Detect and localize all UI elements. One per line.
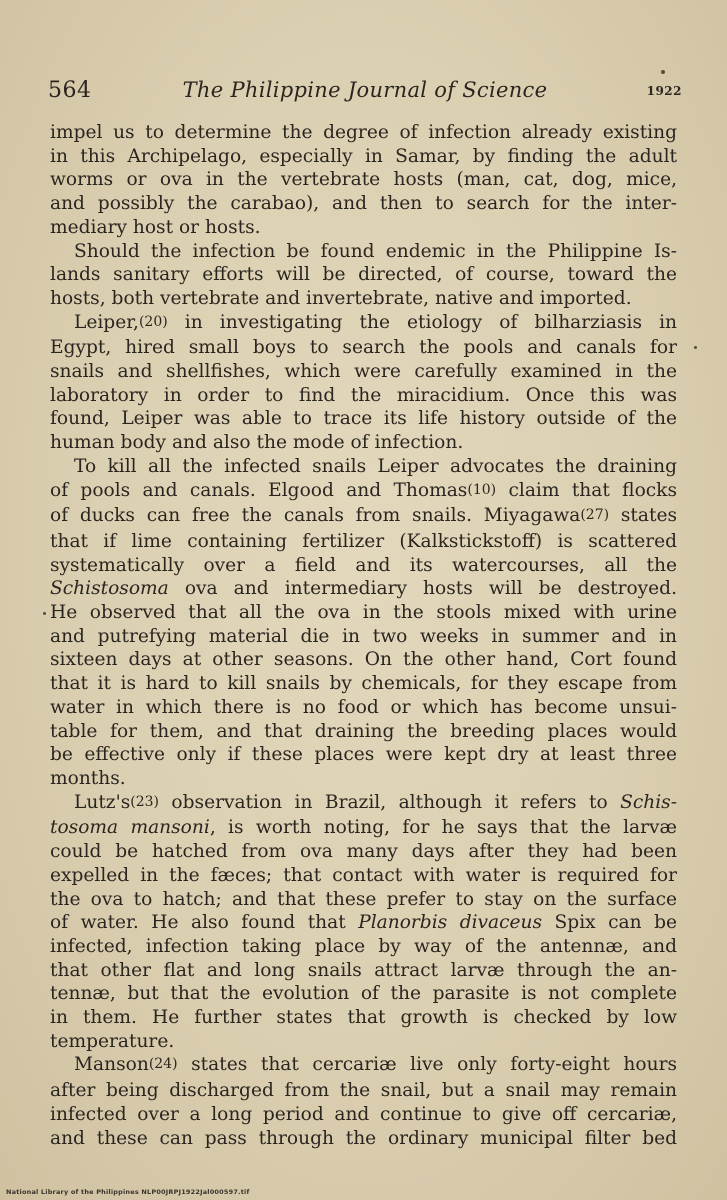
publication-year: 1922 [646,84,682,98]
text-line: that if lime containing fertilizer (Kalkstickstoff) is scattered [50,530,677,552]
text-line: systematically over a field and its watercourses, all the [50,554,677,576]
text-line: Should the infection be found endemic in the Philippine Is- [74,240,677,262]
text-line: temperature. [50,1030,175,1052]
paragraph [50,121,677,240]
text-line: tosoma mansoni, is worth noting, for he says that the larvæ [50,817,677,839]
text-line: infected over a long period and continue to give off cercariæ, [50,1103,677,1125]
running-title: The Philippine Journal of Science [182,78,548,102]
page-header [48,78,682,108]
text-line: Leiper,(20) in investigating the etiology of bilharziasis in [74,311,677,333]
text-line: of pools and canals. Elgood and Thomas(10) claim that flocks [50,479,677,501]
text-line: months. [50,767,126,789]
text-line: Manson(24) states that cercariæ live only forty-eight hours [74,1054,677,1076]
text-line: Lutz's(23) observation in Brazil, although it refers to Schis- [74,791,677,813]
text-line: found, Leiper was able to trace its life history outside of the [50,408,677,430]
paragraph [50,311,677,455]
text-line: that other flat and long snails attract larvæ through the an- [50,959,677,981]
text-line: in them. He further states that growth is checked by low [50,1007,677,1029]
text-line: sixteen days at other seasons. On the other hand, Cort found [50,649,677,671]
text-line: and possibly the carabao), and then to search for the inter- [50,193,677,215]
text-line: infected, infection taking place by way of the antennæ, and [50,935,677,957]
paragraph [50,1053,677,1150]
text-line: of water. He also found that Planorbis divaceus Spix can be [50,912,677,934]
text-line: could be hatched from ova many days after they had been [50,841,677,863]
ink-speck-mark [43,612,46,615]
text-line: hosts, both vertebrate and invertebrate, native and imported. [50,287,632,309]
text-line: of ducks can free the canals from snails. Miyagawa(27) states [50,505,677,527]
text-line: Schistosoma ova and intermediary hosts will be destroyed. [50,578,677,600]
text-line: water in which there is no food or which has become unsui- [50,696,677,718]
paragraph [50,455,677,791]
text-line: and putrefying material die in two weeks in summer and in [50,625,677,647]
text-line: To kill all the infected snails Leiper advocates the draining [74,455,677,477]
text-line: lands sanitary efforts will be directed, of course, toward the [50,264,677,286]
text-line: be effective only if these places were kept dry at least three [50,744,677,766]
article-body [50,121,677,1150]
text-line: expelled in the fæces; that contact with water is required for [50,864,677,886]
ink-speck-mark [661,70,665,74]
paragraph [50,240,677,311]
paragraph [50,791,677,1054]
text-line: table for them, and that draining the breeding places would [50,720,677,742]
text-line: impel us to determine the degree of infection already existing [50,122,677,143]
text-line: after being discharged from the snail, but a snail may remain [50,1080,677,1102]
text-line: mediary host or hosts. [50,216,261,238]
text-line: Egypt, hired small boys to search the pools and canals for [50,337,677,359]
text-line: the ova to hatch; and that these prefer to stay on the surface [50,888,677,910]
text-line: that it is hard to kill snails by chemicals, for they escape from [50,673,677,695]
text-line: laboratory in order to find the miracidium. Once this was [50,384,677,406]
text-line: in this Archipelago, especially in Samar, by finding the adult [50,145,677,167]
text-line: and these can pass through the ordinary municipal filter bed [50,1127,677,1149]
text-line: tennæ, but that the evolution of the parasite is not complete [50,983,677,1005]
page-number: 564 [48,78,92,103]
text-line: snails and shellfishes, which were carefully examined in the [50,361,677,383]
text-line: human body and also the mode of infection. [50,432,464,454]
text-line: worms or ova in the vertebrate hosts (man, cat, dog, mice, [50,169,677,191]
ink-speck-mark [694,346,697,349]
scan-footer: National Library of the Philippines NLP00JRPJ1922Jal000597.tif [6,1188,250,1196]
text-line: He observed that all the ova in the stools mixed with urine [50,602,677,624]
